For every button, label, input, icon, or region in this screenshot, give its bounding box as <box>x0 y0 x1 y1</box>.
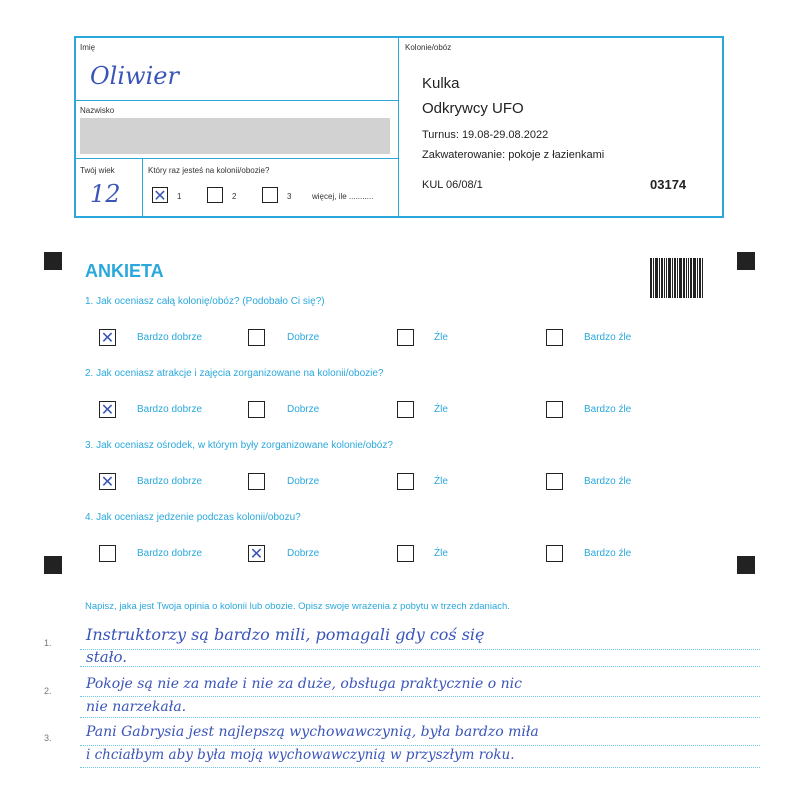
surname-redaction <box>80 118 390 154</box>
answer-2-line-b <box>80 716 760 718</box>
check-x-icon: ✕ <box>153 186 167 205</box>
camp-line1: Kulka <box>422 75 460 92</box>
answer-3-number: 3. <box>44 733 52 743</box>
times-option-1: 1 <box>177 192 182 201</box>
q1-label-dobrze: Dobrze <box>287 332 320 343</box>
registration-mark-bottom-right <box>737 556 755 574</box>
q4-checkbox-bardzo-zle[interactable] <box>546 545 563 562</box>
age-label: Twój wiek <box>80 166 115 175</box>
check-x-icon: ✕ <box>249 544 264 563</box>
survey-title: ANKIETA <box>85 261 164 281</box>
camp-code: KUL 06/08/1 <box>422 179 483 191</box>
surname-divider <box>75 158 398 159</box>
answer-2-number: 2. <box>44 686 52 696</box>
q3-checkbox-bardzo-zle[interactable] <box>546 473 563 490</box>
answer-3-text-a[interactable]: Pani Gabrysia jest najlepszą wychowawczynią, była bardzo miła <box>86 724 539 740</box>
q2-checkbox-bardzo-dobrze[interactable] <box>99 401 116 418</box>
answer-1-number: 1. <box>44 638 52 648</box>
q2-label-zle: Źle <box>434 404 448 415</box>
answer-1-line-b <box>80 665 760 667</box>
q4-checkbox-dobrze[interactable] <box>248 545 265 562</box>
times-option-3: 3 <box>287 192 292 201</box>
q2-label-bardzo-zle: Bardzo źle <box>584 404 632 415</box>
q3-label-zle: Źle <box>434 476 448 487</box>
question-1: 1. Jak oceniasz całą kolonię/obóz? (Podobało Ci się?) <box>85 296 325 307</box>
answer-2-line-a <box>80 695 760 697</box>
answer-3-text-b[interactable]: i chciałbym aby była moją wychowawczynią w przyszłym roku. <box>86 747 515 763</box>
q3-label-bardzo-zle: Bardzo źle <box>584 476 632 487</box>
question-3: 3. Jak oceniasz ośrodek, w którym były zorganizowane kolonie/obóz? <box>85 440 393 451</box>
registration-mark-bottom-left <box>44 556 62 574</box>
age-divider <box>142 159 143 217</box>
q4-label-bardzo-dobrze: Bardzo dobrze <box>137 548 203 559</box>
q1-checkbox-dobrze[interactable] <box>248 329 265 346</box>
q2-label-bardzo-dobrze: Bardzo dobrze <box>137 404 203 415</box>
times-more: więcej, ile ........... <box>312 192 374 201</box>
answer-2-text-b[interactable]: nie narzekała. <box>86 699 187 715</box>
question-2: 2. Jak oceniasz atrakcje i zajęcia zorganizowane na kolonii/obozie? <box>85 368 384 379</box>
q1-label-zle: Źle <box>434 332 448 343</box>
answer-2-text-a[interactable]: Pokoje są nie za małe i nie za duże, obsługa praktycznie o nic <box>86 676 522 692</box>
surname-label: Nazwisko <box>80 106 115 115</box>
registration-mark-top-left <box>44 252 62 270</box>
q3-checkbox-bardzo-dobrze[interactable] <box>99 473 116 490</box>
check-x-icon: ✕ <box>100 400 115 419</box>
q2-checkbox-dobrze[interactable] <box>248 401 265 418</box>
q4-label-zle: Źle <box>434 548 448 559</box>
times-checkbox-2[interactable] <box>207 187 223 203</box>
times-label: Który raz jesteś na kolonii/obozie? <box>148 166 270 175</box>
q2-checkbox-zle[interactable] <box>397 401 414 418</box>
opinion-prompt: Napisz, jaka jest Twoja opinia o kolonii lub obozie. Opisz swoje wrażenia z pobytu w trzech zdaniach. <box>85 601 510 612</box>
answer-3-line-b <box>80 766 760 768</box>
header-divider <box>398 37 399 217</box>
answer-3-line-a <box>80 744 760 746</box>
camp-lodging: Zakwaterowanie: pokoje z łazienkami <box>422 149 605 161</box>
q1-label-bardzo-dobrze: Bardzo dobrze <box>137 332 203 343</box>
q4-checkbox-bardzo-dobrze[interactable] <box>99 545 116 562</box>
answer-1-line-a <box>80 648 760 650</box>
name-value[interactable]: Oliwier <box>90 62 179 90</box>
q2-checkbox-bardzo-zle[interactable] <box>546 401 563 418</box>
q4-label-bardzo-zle: Bardzo źle <box>584 548 632 559</box>
name-divider <box>75 100 398 101</box>
q4-checkbox-zle[interactable] <box>397 545 414 562</box>
q1-label-bardzo-zle: Bardzo źle <box>584 332 632 343</box>
camp-line2: Odkrywcy UFO <box>422 100 524 117</box>
answer-1-text-a[interactable]: Instruktorzy są bardzo mili, pomagali gdy coś się <box>86 625 485 644</box>
q1-checkbox-bardzo-dobrze[interactable] <box>99 329 116 346</box>
answer-1-text-b[interactable]: stało. <box>86 648 128 666</box>
q3-checkbox-zle[interactable] <box>397 473 414 490</box>
q3-label-bardzo-dobrze: Bardzo dobrze <box>137 476 203 487</box>
q1-checkbox-zle[interactable] <box>397 329 414 346</box>
q3-label-dobrze: Dobrze <box>287 476 320 487</box>
camp-number: 03174 <box>650 177 687 192</box>
times-checkbox-3[interactable] <box>262 187 278 203</box>
q4-label-dobrze: Dobrze <box>287 548 320 559</box>
q2-label-dobrze: Dobrze <box>287 404 320 415</box>
camp-turnus: Turnus: 19.08-29.08.2022 <box>422 129 549 141</box>
question-4: 4. Jak oceniasz jedzenie podczas kolonii/obozu? <box>85 512 301 523</box>
times-option-2: 2 <box>232 192 237 201</box>
registration-mark-top-right <box>737 252 755 270</box>
q1-checkbox-bardzo-zle[interactable] <box>546 329 563 346</box>
check-x-icon: ✕ <box>100 472 115 491</box>
q3-checkbox-dobrze[interactable] <box>248 473 265 490</box>
camp-label: Kolonie/obóz <box>405 43 452 52</box>
times-checkbox-1[interactable] <box>152 187 168 203</box>
name-label: Imię <box>80 43 96 52</box>
age-value[interactable]: 12 <box>90 180 121 208</box>
check-x-icon: ✕ <box>100 328 115 347</box>
barcode-icon <box>650 258 704 298</box>
